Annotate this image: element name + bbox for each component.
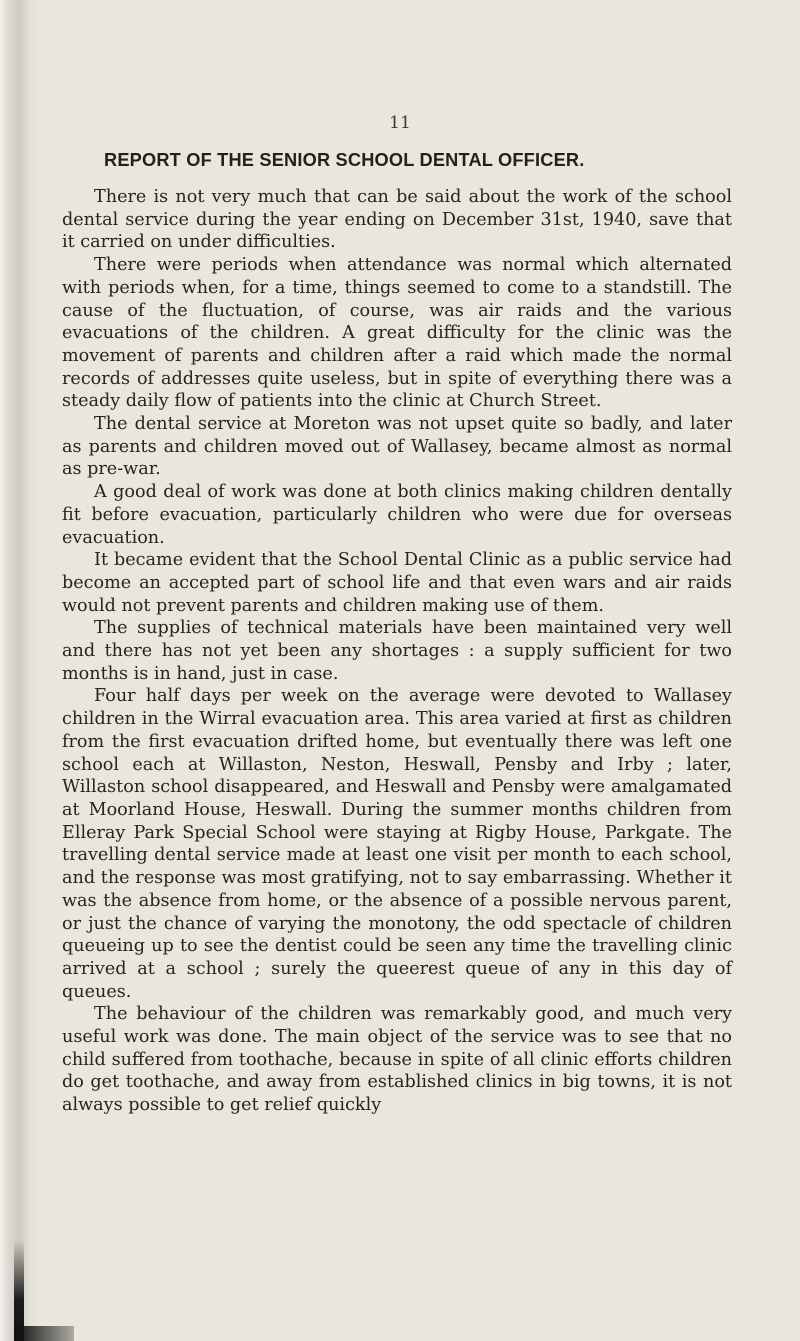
paragraph: There is not very much that can be said about the work of the school dental service during the year ending on December 31st, 1940, save that it carried on under difficulties. [62,187,732,253]
paragraph: The dental service at Moreton was not upset quite so badly, and later as parents and children moved out of Wallasey, became almost as normal as pre-war. [62,414,732,480]
report-body [62,186,732,1117]
binding-shadow-foot [14,1326,74,1341]
paragraph: The supplies of technical materials have been maintained very well and there has not yet been any shortages : a supply sufficient for two months is in hand, just in case. [62,618,732,684]
paragraph: It became evident that the School Dental Clinic as a public service had become an accepted part of school life and that even wars and air raids would not prevent parents and children making use of them. [62,550,732,616]
report-title: REPORT OF THE SENIOR SCHOOL DENTAL OFFICER. [104,150,585,170]
paragraph: Four half days per week on the average were devoted to Wallasey children in the Wirral evacuation area. This area varied at first as children from the first evacuation drifted home, but eventually there was left one school each at Willaston, Neston, Heswall, Pensby and Irby ; later, Willaston school disappeared, and Heswall and Pensby were amalgamated at Moorland House, Heswall. During the summer months children from Elleray Park Special School were staying at Rigby House, Parkgate. The travelling dental service made at least one visit per month to each school, and the response was most gratifying, not to say embarrassing. Whether it was the absence from home, or the absence of a possible nervous parent, or just the chance of varying the monotony, the odd spectacle of children queueing up to see the dentist could be seen any time the travelling clinic arrived at a school ; surely the queerest queue of any in this day of queues. [62,686,732,1002]
paragraph: There were periods when attendance was normal which alternated with periods when, for a time, things seemed to come to a standstill. The cause of the fluctuation, of course, was air raids and the various evacuations of the children. A great difficulty for the clinic was the movement of parents and children after a raid which made the normal records of addresses quite useless, but in spite of everything there was a steady daily flow of patients into the clinic at Church Street. [62,255,732,412]
paragraph: A good deal of work was done at both clinics making children dentally fit before evacuation, particularly children who were due for overseas evacuation. [62,482,732,548]
page-number: 11 [389,113,411,133]
page-binding-edge [0,0,40,1341]
paragraph: The behaviour of the children was remarkably good, and much very useful work was done. The main object of the service was to see that no child suffered from toothache, because in spite of all clinic efforts children do get toothache, and away from established clinics in big towns, it is not always possible to get relief quickly [62,1004,732,1116]
